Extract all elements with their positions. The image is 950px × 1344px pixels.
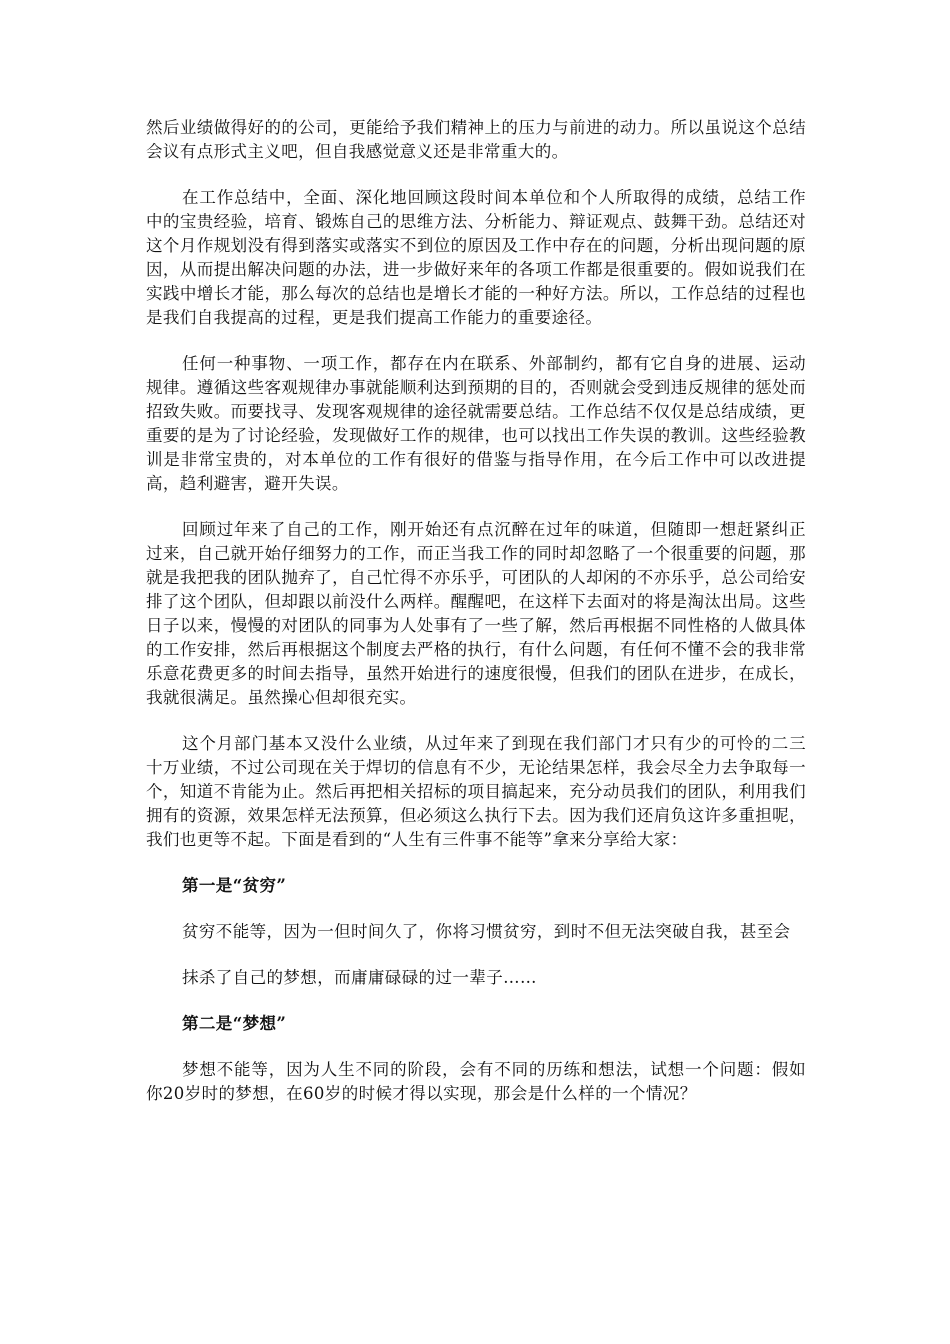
paragraph-8: 梦想不能等，因为人生不同的阶段，会有不同的历练和想法，试想一个问题：假如你20岁时的梦想，在60岁的时候才得以实现，那会是什么样的一个情况？: [146, 1060, 806, 1103]
section-heading-poverty: 第一是“贫穷”: [182, 876, 287, 895]
paragraph-3: 任何一种事物、一项工作，都存在内在联系、外部制约，都有它自身的进展、运动规律。遵循这些客观规律办事就能顺利达到预期的目的，否则就会受到违反规律的惩处而招致失败。而要找寻、发现客观规律的途径就需要总结。工作总结不仅仅是总结成绩，更重要的是为了讨论经验，发现做好工作的规律，也可以找出工作失误的教训。这些经验教训是非常宝贵的，对本单位的工作有很好的借鉴与指导作用，在今后工作中可以改进提高，趋利避害，避开失误。: [146, 354, 806, 493]
paragraph-1: 然后业绩做得好的的公司，更能给予我们精神上的压力与前进的动力。所以虽说这个总结会议有点形式主义吧，但自我感觉意义还是非常重大的。: [146, 118, 806, 161]
document-body: [146, 116, 806, 1128]
paragraph-2: 在工作总结中，全面、深化地回顾这段时间本单位和个人所取得的成绩，总结工作中的宝贵经验，培育、锻炼自己的思维方法、分析能力、辩证观点、鼓舞干劲。总结还对这个月作规划没有得到落实或落实不到位的原因及工作中存在的问题，分析出现问题的原因，从而提出解决问题的办法，进一步做好来年的各项工作都是很重要的。假如说我们在实践中增长才能，那么每次的总结也是增长才能的一种好方法。所以，工作总结的过程也是我们自我提高的过程，更是我们提高工作能力的重要途径。: [146, 188, 806, 327]
paragraph-7: 抹杀了自己的梦想，而庸庸碌碌的过一辈子……: [182, 968, 537, 987]
paragraph-5: 这个月部门基本又没什么业绩，从过年来了到现在我们部门才只有少的可怜的二三十万业绩，不过公司现在关于焊切的信息有不少，无论结果怎样，我会尽全力去争取每一个，知道不肯能为止。然后再把相关招标的项目搞起来，充分动员我们的团队，利用我们拥有的资源，效果怎样无法预算，但必须这么执行下去。因为我们还肩负这许多重担呢，我们也更等不起。下面是看到的“人生有三件事不能等”拿来分享给大家：: [146, 734, 806, 849]
paragraph-4: 回顾过年来了自己的工作，刚开始还有点沉醉在过年的味道，但随即一想赶紧纠正过来，自己就开始仔细努力的工作，而正当我工作的同时却忽略了一个很重要的问题，那就是我把我的团队抛弃了，自己忙得不亦乐乎，可团队的人却闲的不亦乐乎，总公司给安排了这个团队，但却跟以前没什么两样。醒醒吧，在这样下去面对的将是淘汰出局。这些日子以来，慢慢的对团队的同事为人处事有了一些了解，然后再根据不同性格的人做具体的工作安排，然后再根据这个制度去严格的执行，有什么问题，有任何不懂不会的我非常乐意花费更多的时间去指导，虽然开始进行的速度很慢，但我们的团队在进步，在成长，我就很满足。虽然操心但却很充实。: [146, 520, 806, 707]
section-heading-dream: 第二是“梦想”: [182, 1014, 287, 1033]
paragraph-6: 贫穷不能等，因为一但时间久了，你将习惯贫穷，到时不但无法突破自我，甚至会: [182, 922, 791, 941]
